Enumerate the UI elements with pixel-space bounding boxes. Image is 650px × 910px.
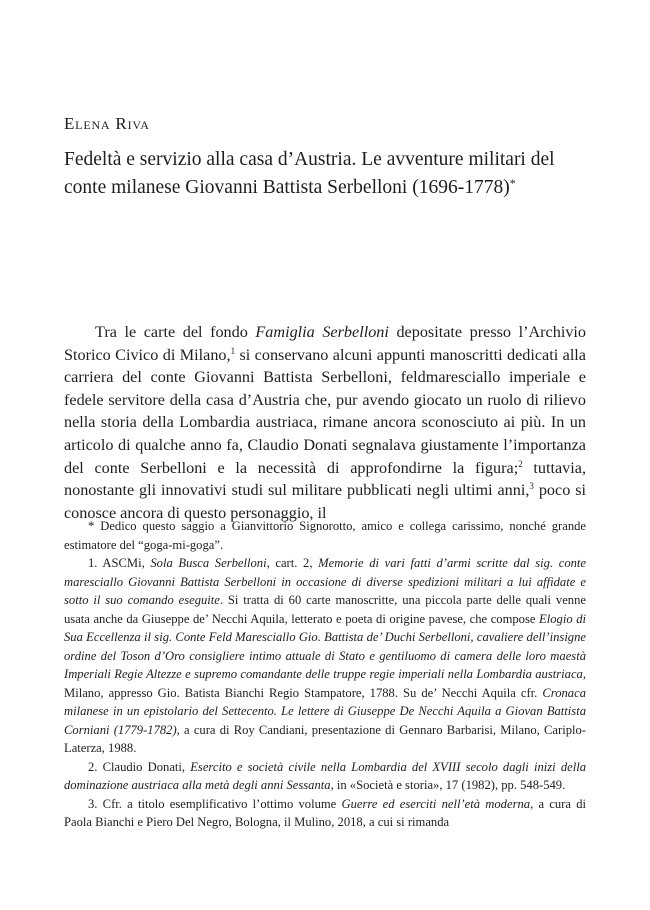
body-text [64,321,586,524]
body-paragraph [64,321,586,524]
title-footnote-mark: * [509,176,516,190]
note-italic: Cronaca milanese in un epistolario del Settecento. Le lettere di Giuseppe De Necchi Aquila a Giovan Battista Corniani (1779-1782) [64,685,586,737]
note-italic: Memorie di vari fatti d’armi scritte dal sig. conte maresciallo Giovanni Battista Serbelloni in occasione di diverse spedizioni militari a lui affidate e sotto il suo comando eseguite [64,556,586,607]
note-span: , a cura di Paola Bianchi e Piero Del Negro, Bologna, il Mulino, 2018, a cui si rimanda [64,796,586,829]
note-span: 2. Claudio Donati, [88,759,191,774]
article-title [64,146,594,202]
note-span: , in «Società e storia», 17 (1982), pp. 548-549. [330,778,566,792]
author-name: Elena Riva [64,114,150,133]
body-italic: Famiglia Serbelloni [255,323,389,341]
body-span: Tra le carte del fondo [95,323,256,341]
note-span: , Milano, appresso Gio. Batista Bianchi Regio Stampatore, 1788. Su de’ Necchi Aquila cfr. [64,667,586,700]
title-text: Fedeltà e servizio alla casa d’Austria. Le avventure militari del conte milanese Giovanni Battista Serbelloni (1696-1778) [64,149,555,198]
footnotes [64,517,586,832]
body-span: si conservano alcuni appunti manoscritti dedicati alla carriera del conte Giovanni Battista Serbelloni, feldmaresciallo imperiale e fedele servitore della casa d’Austria che, pur avendo giocato un ruolo di rilievo nella storia della Lombardia austriaca, rimane ancora sconosciuto ai più. In un articolo di qualche anno fa, Claudio Donati segnalava giustamente l’importanza del conte Serbelloni e la necessità di approfondirne la figura; [64,345,586,477]
note-span: , cart. 2, [266,556,319,570]
footnote-3 [64,795,586,832]
body-span: tuttavia, nonostante gli innovativi studi sul militare pubblicati negli ultimi anni, [64,458,587,500]
body-span: depositate presso l’Archivio Storico Civico di Milano, [64,323,587,364]
note-italic: Esercito e società civile nella Lombardia del XVIII secolo dagli inizi della dominazione austriaca alla metà degli anni Sessanta [64,759,586,792]
note-span: . Si tratta di 60 carte manoscritte, una piccola parte delle quali venne usata anche da Giuseppe de’ Necchi Aquila, letterato e poeta di origine pavese, che compose [64,593,586,626]
footnote-ref-1: 1 [230,345,236,356]
note-italic: Elogio di Sua Eccellenza il sig. Conte Feld Maresciallo Gio. Battista de’ Duchi Serbelloni, cavaliere dell’insigne ordine del Toson d’Oro consigliere intimo attuale di Stato e gentiluomo di camera delle loro maestà Imperiali Regie Altezze e supremo comandante delle truppe regie imperiali nella Lombardia austriaca [64,611,586,681]
footnote-ref-2: 2 [518,458,523,469]
note-span: 3. Cfr. a titolo esemplificativo l’ottimo volume [88,796,342,811]
note-span: , a cura di Roy Candiani, presentazione di Gennaro Barbarisi, Milano, Cariplo-Laterza, 1988. [64,722,586,755]
note-span: 1. ASCMi, [88,556,151,570]
body-span: poco si conosce ancora di questo personaggio, il [64,481,586,522]
footnote-1 [64,554,586,758]
note-italic: Guerre ed eserciti nell’età moderna [341,796,531,811]
note-italic: Sola Busca Serbelloni [150,556,267,570]
footnote-star: * Dedico questo saggio a Gianvittorio Signorotto, amico e collega carissimo, nonché grande estimatore del “goga-mi-goga”. [64,519,586,552]
footnote-2 [64,758,586,795]
footnote-ref-3: 3 [529,481,534,492]
